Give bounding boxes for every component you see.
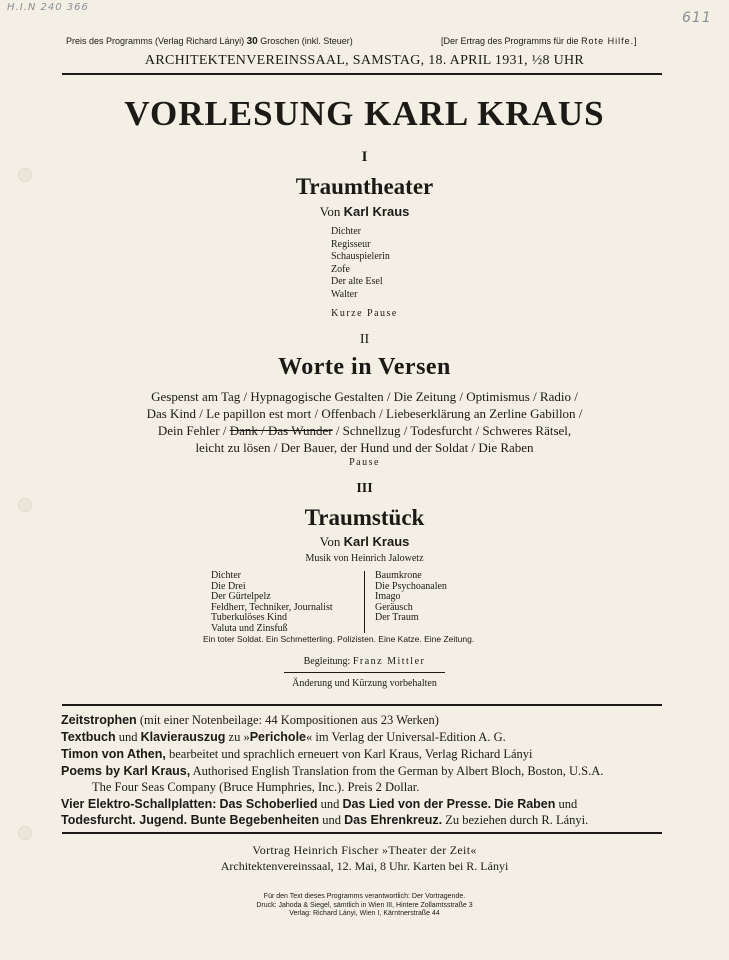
price-note: Preis des Programms (Verlag Richard Lányi) 30 Groschen (inkl. Steuer) [66,36,353,47]
publication-zeitstrophen: Zeitstrophen (mit einer Notenbeilage: 44 Kompositionen aus 23 Werken) [61,713,439,727]
part1-title: Traumtheater [295,174,434,199]
part3-byline: Von Karl Kraus [319,534,410,549]
part1-numeral: I [361,149,368,165]
punch-hole [18,826,32,840]
cast-item: Dichter [211,570,241,581]
part3-extras: Ein toter Soldat. Ein Schmetterling. Polizisten. Eine Katze. Eine Zeitung. [203,634,475,644]
part2-title: Worte in Versen [278,354,451,380]
imprint-line: Für den Text dieses Programms verantwortlich: Der Vortragende. [263,893,466,900]
cast-item: Imago [375,591,401,602]
venue-line: ARCHITEKTENVEREINSSAAL, SAMSTAG, 18. APRIL 1931, ½8 UHR [144,53,585,68]
short-rule [284,672,445,673]
part2-poem-list [0,388,729,456]
cast-item: Feldherr, Techniker, Journalist [211,601,333,613]
struck-titles: Dank / Das Wunder [229,423,333,438]
part2-break: Pause [349,457,380,468]
part1-byline: Von Karl Kraus [319,204,410,219]
imprint-line: Druck: Jahoda & Siegel, sämtlich in Wien III, Hintere Zollamtsstraße 3 [256,901,473,909]
cast-item: Der Gürtelpelz [211,591,271,602]
cast-item: Dichter [331,226,361,237]
accompaniment: Begleitung: Franz Mittler [303,656,426,667]
publication-perichole: Textbuch und Klavierauszug zu »Perichole« im Verlag der Universal-Edition A. G. [61,730,506,744]
next-event-line2: Architektenvereinssaal, 12. Mai, 8 Uhr. Karten bei R. Lányi [220,859,509,873]
cast-item: Schauspielerin [331,251,390,262]
publications-top-rule [62,704,662,706]
part1-break: Kurze Pause [331,308,398,319]
part1-cast-list [331,226,390,301]
cast-item: Zofe [331,263,350,275]
publication-poems: Poems by Karl Kraus, Authorised English Translation from the German by Albert Bloch, Boston, U.S.A. [61,764,604,778]
poem-line: leicht zu lösen / Der Bauer, der Hund und der Soldat / Die Raben [195,440,534,455]
imprint-line: Verlag: Richard Lányi, Wien I, Kärntnerstraße 44 [289,910,440,917]
cast-item: Der Traum [375,612,419,623]
cast-item: Die Drei [211,580,246,592]
poem-line: Gespenst am Tag / Hypnagogische Gestalten / Die Zeitung / Optimismus / Radio / [151,389,578,404]
cast-divider [364,571,365,633]
part2-numeral: II [359,332,370,347]
page-title: VORLESUNG KARL KRAUS [124,94,605,133]
cast-item: Geräusch [375,601,413,613]
publication-records: Vier Elektro-Schallplatten: Das Schoberlied und Das Lied von der Presse. Die Raben und [61,797,578,811]
imprint [0,893,729,919]
proceeds-note: [Der Ertrag des Programms für die Rote Hilfe.] [441,36,638,46]
cast-item: Baumkrone [375,570,422,581]
part3-cast-right [375,571,447,624]
part3-numeral: III [356,481,373,496]
page-number-annotation: 611 [682,10,712,26]
publications-bottom-rule [62,832,662,834]
archive-id-annotation: H.I.N 240 366 [7,2,89,13]
cast-item: Regisseur [331,238,371,250]
cast-item: Die Psychoanalen [375,580,447,592]
cast-item: Walter [331,288,358,300]
part3-music: Musik von Heinrich Jalowetz [305,553,424,564]
cast-item: Tuberkulöses Kind [211,612,288,623]
publication-records-cont: Todesfurcht. Jugend. Bunte Begebenheiten und Das Ehrenkreuz. Zu beziehen durch R. Lányi. [61,813,589,827]
part3-title: Traumstück [304,505,425,530]
cast-item: Der alte Esel [331,276,383,287]
poem-line: Das Kind / Le papillon est mort / Offenbach / Liebeserklärung an Zerline Gabillon / [146,406,583,421]
next-event-line1: Vortrag Heinrich Fischer »Theater der Zeit« [252,843,477,857]
header-rule [62,73,662,75]
cast-item: Valuta und Zinsfuß [211,622,288,634]
publication-poems-publisher: The Four Seas Company (Bruce Humphries, Inc.). Preis 2 Dollar. [92,780,420,794]
change-note: Änderung und Kürzung vorbehalten [292,678,437,689]
poem-line: Dein Fehler / Dank / Das Wunder / Schnellzug / Todesfurcht / Schweres Rätsel, [157,423,572,438]
part3-cast-left [211,571,333,634]
publication-timon: Timon von Athen, bearbeitet und sprachlich erneuert von Karl Kraus, Verlag Richard Lányi [61,747,533,761]
